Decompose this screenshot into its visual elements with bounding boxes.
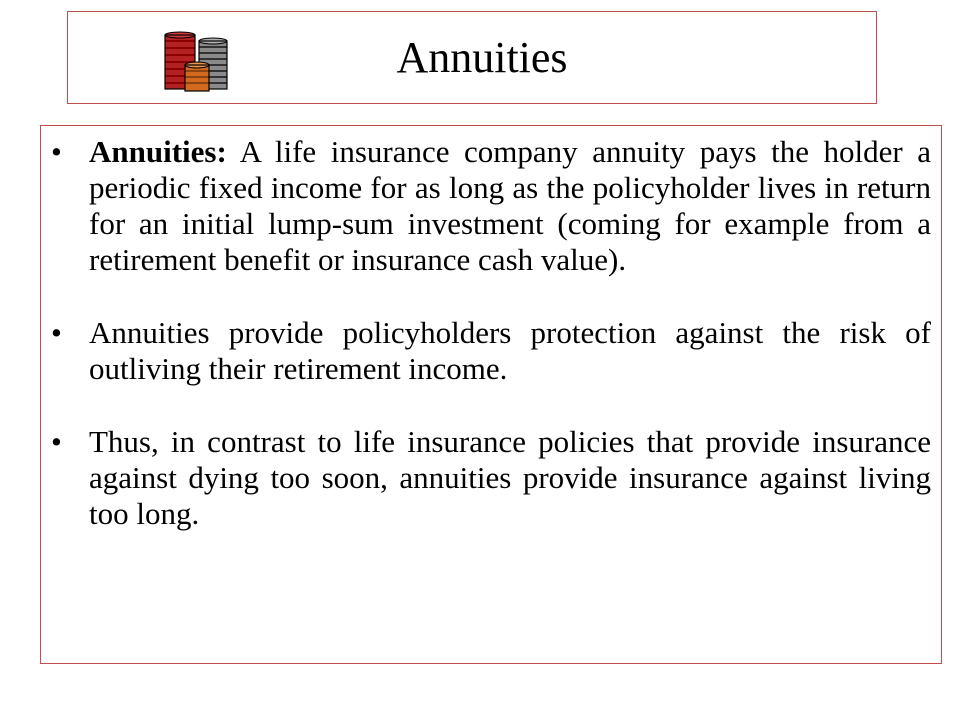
bullet-term: Annuities: [89,134,227,169]
bullet-item-annuities-definition [51,134,931,278]
title-box [67,11,877,104]
bullet-text: A life insurance company annuity pays the holder a periodic fixed income for as long as the policyholder lives in return for an initial lump-sum investment (coming for example from a retirement benefit or insurance cash value). [89,134,931,277]
bullet-dot: • [51,315,62,350]
bullet-text: Annuities provide policyholders protection against the risk of outliving their retirement income. [89,315,931,386]
slide-title: Annuities [396,33,568,82]
bullet-dot: • [51,424,62,459]
bullet-list [51,134,931,569]
bullet-text: Thus, in contrast to life insurance policies that provide insurance against dying too soon, annuities provide insurance against living too long. [89,424,931,531]
bullet-dot: • [51,134,62,169]
bullet-item-protection [51,315,931,387]
bullet-item-contrast [51,424,931,532]
content-box [40,125,942,664]
